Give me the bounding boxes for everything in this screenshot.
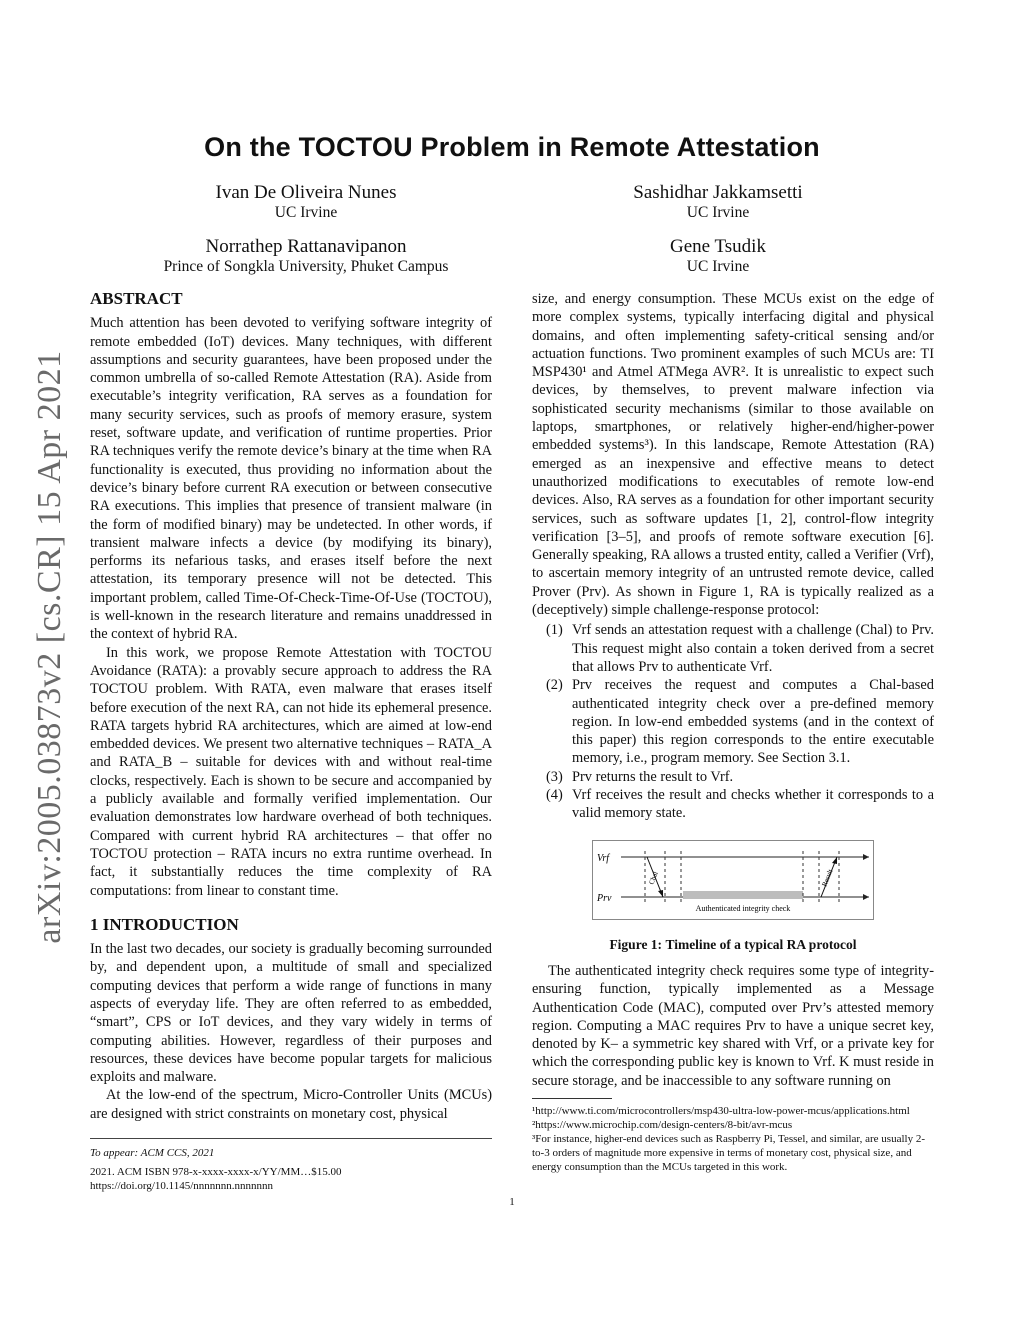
caption-number: Figure 1: xyxy=(609,937,663,952)
section-heading-introduction: 1 INTRODUCTION xyxy=(90,914,239,934)
venue-note: To appear: ACM CCS, 2021 xyxy=(90,1147,215,1159)
arxiv-identifier: arXiv:2005.03873v2 [cs.CR] 15 Apr 2021 xyxy=(31,350,68,944)
footnotes xyxy=(532,1104,934,1174)
author-affiliation: UC Irvine xyxy=(686,204,750,221)
left-column xyxy=(90,290,492,1123)
author-block-4 xyxy=(560,236,876,276)
abstract-paragraph-1: Much attention has been devoted to verifying software integrity of remote embedded (IoT) devices. Many techniques, with different assumptions and security guarantees, have been proposed under the common umbrella of so-called Remote Attestation (RA). Aside from executable’s integrity verification, RA serves as a foundation for many security services, such as proofs of memory erasure, system reset, software update, and verification of runtime properties. Prior RA techniques verify the remote device’s binary at the time when RA functionality is executed, thus providing no information about the device’s binary before current RA execution or between consecutive RA executions. This implies that presence of transient malware (in the form of modified binary) may be undetected. In other words, if transient malware infects a device (by modifying its binary), performs its nefarious tasks, and erases itself before the next attestation, its temporary presence will not be detected. This important problem, called Time-Of-Check-Time-Of-Use (TOCTOU), is well-known in the research literature and remains unaddressed in the context of hybrid RA. xyxy=(90,315,492,643)
protocol-step: (2) Prv receives the request and computes a Chal-based authenticated integrity check over a pre-defined memory region. In low-end embedded systems (and in the context of this paper) this region corresponds to the entire executable memory, i.e., program memory. See Section 3.1. xyxy=(546,677,934,767)
protocol-step: (4) Vrf receives the result and checks whether it corresponds to a valid memory state. xyxy=(546,787,934,822)
right-paragraph-2: The authenticated integrity check requires some type of integrity-ensuring function, typically implemented as a Message Authentication Code (MAC), computed over Prv’s attested memory region. Computing a MAC requires Prv to have a unique secret key, denoted by K– a symmetric key shared with Vrf, or a private key for which the corresponding public key is known to Vrf. K must reside in secure storage, and be inaccessible to any software running on xyxy=(532,963,934,1089)
footnote-3: ³For instance, higher-end devices such as Raspberry Pi, Tessel, and similar, are usually 2-to-3 orders of magnitude more expensive in terms of monetary cost, physical size, and energy consumption than the MCUs targeted in this work. xyxy=(532,1133,925,1173)
author-name: Sashidhar Jakkamsetti xyxy=(633,182,803,203)
author-name: Ivan De Oliveira Nunes xyxy=(215,182,397,203)
timeline-diagram xyxy=(593,841,873,919)
footer-rule xyxy=(90,1138,492,1139)
author-affiliation: UC Irvine xyxy=(274,204,338,221)
author-block-2 xyxy=(560,182,876,222)
protocol-step: (1) Vrf sends an attestation request with a challenge (Chal) to Prv. This request might also contain a token derived from a secret that allows Prv to authenticate Vrf. xyxy=(546,622,934,675)
integrity-check-label: Authenticated integrity check xyxy=(695,904,791,913)
figure-1-caption xyxy=(532,937,934,953)
author-block-1 xyxy=(150,182,462,222)
paper-title: On the TOCTOU Problem in Remote Attestation xyxy=(204,132,820,162)
doi-link[interactable]: https://doi.org/10.1145/nnnnnnn.nnnnnnn xyxy=(90,1180,274,1192)
author-affiliation: UC Irvine xyxy=(686,258,750,275)
intro-paragraph-2: At the low-end of the spectrum, Micro-Controller Units (MCUs) are designed with strict constraints on monetary cost, physical xyxy=(90,1087,492,1122)
right-column-continued xyxy=(532,962,934,1090)
page-number: 1 xyxy=(509,1196,515,1208)
protocol-steps xyxy=(532,621,934,822)
footnote-rule xyxy=(532,1098,612,1099)
prv-label: Prv xyxy=(597,893,612,904)
vrf-arrowhead xyxy=(863,854,869,860)
abstract-paragraph-2: In this work, we propose Remote Attestation with TOCTOU Avoidance (RATA): a provably secure approach to address the RA TOCTOU problem. With RATA, even malware that erases itself before execution of the next RA, can not hide its ephemeral presence. RATA targets hybrid RA architectures, which are aimed at low-end embedded devices. We present two alternative techniques – RATA_A and RATA_B – suitable for devices with and without real-time clocks, respectively. Each is shown to be secure and accompanied by a publicly available and formally verified implementation. Our evaluation demonstrates low hardware overhead of both techniques. Compared with current hybrid RA architectures – that offer no TOCTOU protection – RATA incurs no extra runtime overhead. In fact, it substantially reduces the time complexity of RA computations: from linear to constant time. xyxy=(90,644,492,899)
right-column xyxy=(532,290,934,823)
intro-paragraph-1: In the last two decades, our society is gradually becoming surrounded by, and dependent upon, a multitude of small and specialized computing devices that perform a wide range of functions in many aspects of everyday life. They are often referred to as embedded, “smart”, CPS or IoT devices, and they vary widely in terms of computing abilities. However, regardless of their purposes and resources, these devices have become popular targets for malicious exploits and malware. xyxy=(90,941,492,1086)
author-block-3 xyxy=(120,236,492,276)
abstract-heading: ABSTRACT xyxy=(90,289,183,308)
author-name: Gene Tsudik xyxy=(670,236,766,257)
challenge-label: Chal xyxy=(647,870,660,886)
integrity-check-bar xyxy=(683,891,803,899)
protocol-step: (3) Prv returns the result to Vrf. xyxy=(546,768,734,785)
isbn-line: 2021. ACM ISBN 978-x-xxxx-xxxx-x/YY/MM…$15.00 xyxy=(90,1166,342,1178)
result-label: Result xyxy=(820,868,835,888)
figure-1-timeline xyxy=(592,840,874,920)
author-affiliation: Prince of Songkla University, Phuket Campus xyxy=(163,258,449,275)
caption-text: Timeline of a typical RA protocol xyxy=(665,937,857,952)
author-name: Norrathep Rattanavipanon xyxy=(205,236,407,257)
right-paragraph-1: size, and energy consumption. These MCUs exist on the edge of more complex systems, typically interfacing digital and physical domains, and often implementing safety-critical sensing and/or actuation functions. Two prominent examples of such MCUs are: TI MSP430¹ and Atmel ATMega AVR². It is unrealistic to expect such devices, by themselves, to prevent malware infection via sophisticated security mechanisms (similar to those available on laptops, smartphones, or relatively higher-end/higher-power embedded systems³). In this landscape, Remote Attestation (RA) emerged as an inexpensive and effective means to detect unauthorized modifications to executables of remote low-end devices. Also, RA serves as a foundation for other important security services, such as software updates [1, 2], control-flow integrity verification [3–5], and proofs of remote software execution [6]. Generally speaking, RA allows a trusted entity, called a Verifier (Vrf), to ascertain memory integrity of an untrusted remote device, called Prover (Prv). As shown in Figure 1, RA is typically realized as a (deceptively) simple challenge-response protocol: xyxy=(532,291,934,619)
prv-arrowhead xyxy=(863,894,869,900)
vrf-label: Vrf xyxy=(597,853,610,864)
left-footer xyxy=(90,1146,492,1193)
footnote-2[interactable]: ²https://www.microchip.com/design-centers/8-bit/avr-mcus xyxy=(532,1119,793,1131)
footnote-1[interactable]: ¹http://www.ti.com/microcontrollers/msp430-ultra-low-power-mcus/applications.html xyxy=(532,1105,910,1117)
